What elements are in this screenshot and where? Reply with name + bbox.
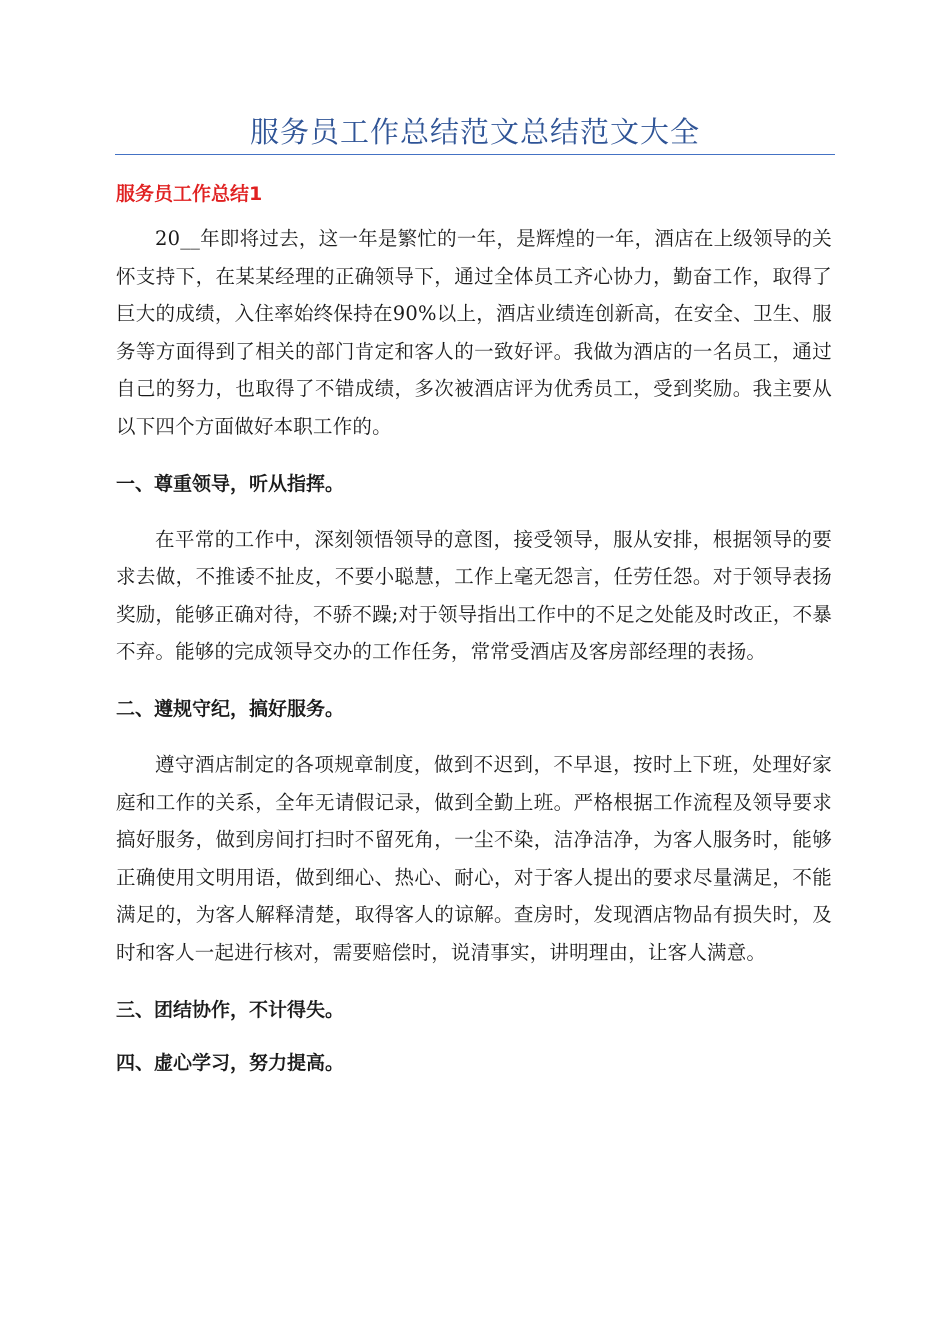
intro-paragraph: 20__年即将过去，这一年是繁忙的一年，是辉煌的一年，酒店在上级领导的关怀支持下，在某某经理的正确领导下，通过全体员工齐心协力，勤奋工作，取得了巨大的成绩，入住率始终保持在90%以上，酒店业绩连创新高，在安全、卫生、服务等方面得到了相关的部门肯定和客人的一致好评。我做为酒店的一名员工，通过自己的努力，也取得了不错成绩，多次被酒店评为优秀员工，受到奖励。我主要从以下四个方面做好本职工作的。: [116, 227, 832, 438]
item-heading-4: 四、虚心学习，努力提高。: [116, 1051, 345, 1074]
item-body-2: 遵守酒店制定的各项规章制度，做到不迟到，不早退，按时上下班，处理好家庭和工作的关系，全年无请假记录，做到全勤上班。严格根据工作流程及领导要求搞好服务，做到房间打扫时不留死角，一尘不染，洁净洁净，为客人服务时，能够正确使用文明用语，做到细心、热心、耐心，对于客人提出的要求尽量满足，不能满足的，为客人解释清楚，取得客人的谅解。查房时，发现酒店物品有损失时，及时和客人一起进行核对，需要赔偿时，说清事实，讲明理由，让客人满意。: [116, 752, 832, 964]
item-heading-1: 一、尊重领导，听从指挥。: [116, 472, 345, 495]
item-heading-2: 二、遵规守纪，搞好服务。: [116, 697, 345, 720]
title-underline: [115, 154, 835, 155]
item-heading-3: 三、团结协作，不计得失。: [116, 998, 345, 1021]
section-heading: 服务员工作总结1: [116, 183, 263, 205]
document-body: [116, 178, 832, 1100]
item-body-1: 在平常的工作中，深刻领悟领导的意图，接受领导，服从安排，根据领导的要求去做，不推诿不扯皮，不要小聪慧，工作上毫无怨言，任劳任怨。对于领导表扬奖励，能够正确对待，不骄不躁;对于领导指出工作中的不足之处能及时改正，不暴不弃。能够的完成领导交办的工作任务，常常受酒店及客房部经理的表扬。: [116, 527, 832, 664]
document-title: 服务员工作总结范文总结范文大全: [249, 115, 700, 149]
